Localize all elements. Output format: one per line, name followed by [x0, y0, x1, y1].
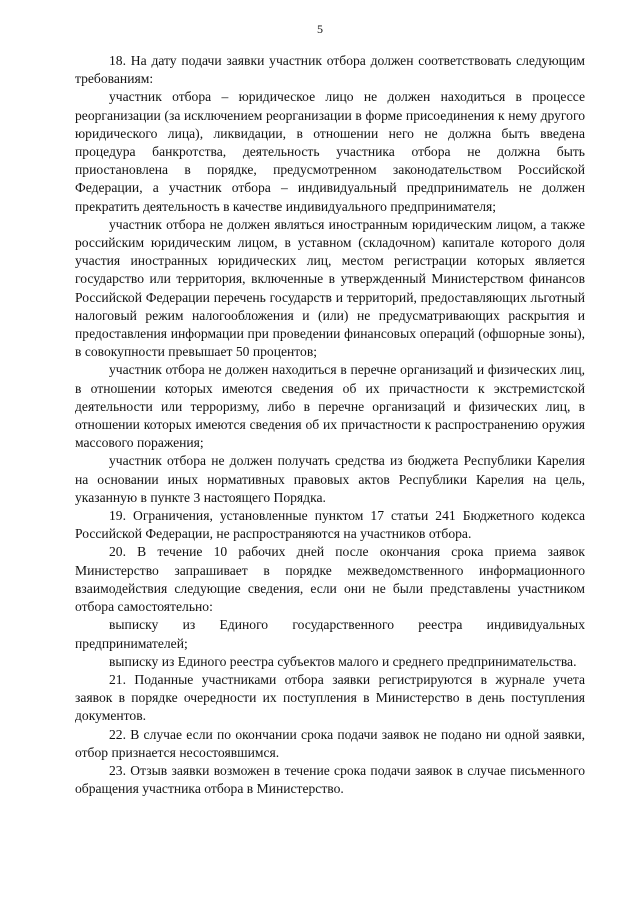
- page-number: 5: [317, 22, 323, 36]
- paragraph-20-item-entrepreneurs-registry: выписку из Единого государственного реестра индивидуальных предпринимателей;: [75, 617, 585, 651]
- paragraph-20: 20. В течение 10 рабочих дней после окончания срока приема заявок Министерство запрашивает в порядке межведомственного информационного взаимодействия следующие сведения, если они не были представлены участником отбора самостоятельно:: [75, 544, 585, 615]
- paragraph-18-intro: 18. На дату подачи заявки участник отбора должен соответствовать следующим требованиям:: [75, 53, 585, 87]
- paragraph-20-item-small-business-registry: выписку из Единого реестра субъектов малого и среднего предпринимательства.: [109, 653, 577, 669]
- paragraph-requirement-reorganization: участник отбора – юридическое лицо не должен находиться в процессе реорганизации (за исключением реорганизации в форме присоединения к нему другого юридического лица), ликвидации, в отношении него не должна быть введена процедура банкротства, деятельность участника отбора не должна быть приостановлена в порядке, предусмотренном законодательством Российской Федерации, а участник отбора – индивидуальный предприниматель не должен прекратить деятельность в качестве индивидуального предпринимателя;: [75, 89, 585, 214]
- paragraph-23: 23. Отзыв заявки возможен в течение срока подачи заявок в случае письменного обращения участника отбора в Министерство.: [75, 762, 585, 797]
- paragraph-21: 21. Поданные участниками отбора заявки регистрируются в журнале учета заявок в порядке очередности их поступления в Министерство в день поступления документов.: [75, 671, 585, 724]
- paragraph-19: 19. Ограничения, установленные пунктом 17 статьи 241 Бюджетного кодекса Российской Федерации, не распространяются на участников отбора.: [75, 508, 585, 542]
- paragraph-22: 22. В случае если по окончании срока подачи заявок не подано ни одной заявки, отбор признается несостоявшимся.: [75, 726, 585, 760]
- paragraph-requirement-extremism-list: участник отбора не должен находиться в перечне организаций и физических лиц, в отношении которых имеются сведения об их причастности к экстремистской деятельности или терроризму, либо в перечне организаций и физических лиц, в отношении которых имеются сведения об их причастности к распространению оружия массового поражения;: [75, 362, 585, 451]
- paragraph-requirement-foreign-entity: участник отбора не должен являться иностранным юридическим лицом, а также российским юридическим лицом, в уставном (складочном) капитале которого доля участия иностранных юридических лиц, местом регистрации которых является государство или территория, включенные в утвержденный Министерством финансов Российской Федерации перечень государств и территорий, предоставляющих льготный налоговый режим налогообложения и (или) не предусматривающих раскрытия и предоставления информации при проведении финансовых операций (офшорные зоны), в совокупности превышает 50 процентов;: [75, 216, 585, 360]
- paragraph-requirement-budget-funds: участник отбора не должен получать средства из бюджета Республики Карелия на основании иных нормативных правовых актов Республики Карелия на цель, указанную в пункте 3 настоящего Порядка.: [75, 453, 585, 505]
- document-body: [75, 52, 585, 798]
